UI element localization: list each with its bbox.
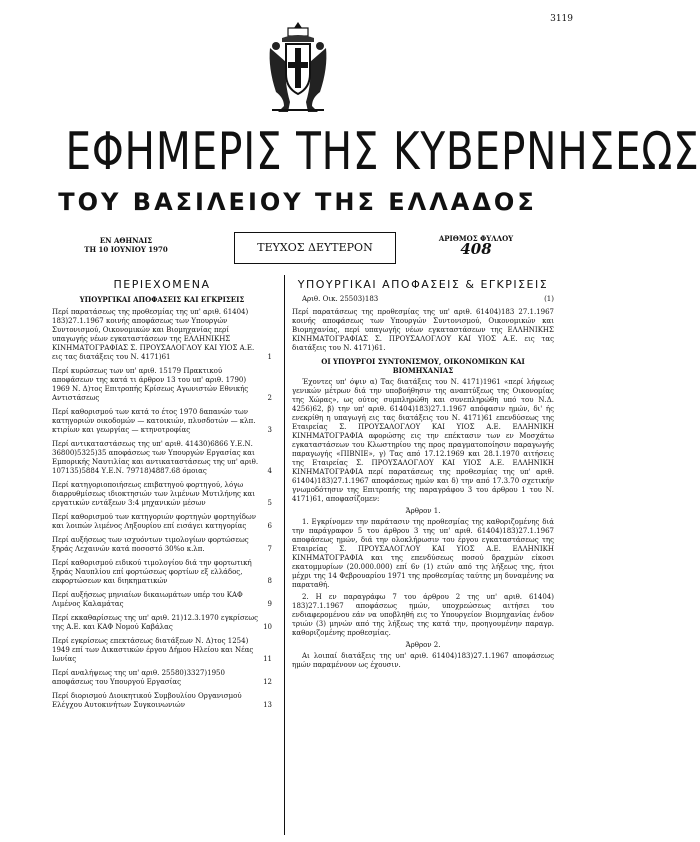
contents-item (52, 481, 272, 508)
contents-item (52, 614, 272, 632)
article-2-title: Άρθρον 2. (405, 641, 441, 649)
volume-box: ΤΕΥΧΟΣ ΔΕΥΤΕΡΟΝ (234, 232, 396, 264)
decision-preamble: Έχοντες υπ' όψιν α) Τας διατάξεις του Ν. 4171)1961 «περί λήψεως γενικών μέτρων διά την υποβοήθησιν της αναπτύξεως της Οικονομίας της Χώρας», ως ούτος συμπληρώθη και συνεπληρώθη υπό του Ν.Δ. 4256)62, β) την υπ' αριθ. 61404)183)27.1.1967 απόφασιν ημών, δι' ής ενεκρίθη η υπαγωγή εις τας διατάξεις του Ν. 4171)61 επενδύσεως της Εταιρείας Σ. ΠΡΟΥΣΑΛΟΓΛΟΥ ΚΑΙ ΥΙΟΣ Α.Ε. ΕΛΛΗΝΙΚΗ ΚΙΝΗΜΑΤΟΓΡΑΦΙΑ αφορώσης εις την επέκτασιν των εν Μοσχάτω εγκαταστάσεων του Κλωστηρίου της προς πραγματοποίησιν παραγωγής παραγωγής «ΠΙΒΝΙΕ», γ) Τας από 17.12.1969 και 28.1.1970 αιτήσεις της Εταιρείας Σ. ΠΡΟΥΣΑΛΟΓΛΟΥ ΚΑΙ ΥΙΟΣ Α.Ε. ΕΛΛΗΝΙΚΗ ΚΙΝΗΜΑΤΟΓΡΑΦΙΑ περί παρατάσεως της προθεσμίας της υπ' αριθ. 61404)183)27.1.1967 αποφάσεως ημών και δ) την από 17.3.70 σχετικήν γνωμοδότησιν της Επιτροπής της παραγράφου 3 του άρθρου 1 του Ν. 4171)61, αποφασίζομεν: (292, 378, 554, 503)
contents-item-text: Περί αυξήσεως μηνιαίων δικαιωμάτων υπέρ του ΚΑΦ Λιμένος Καλαμάτας (52, 591, 243, 608)
contents-column (52, 280, 272, 715)
act-index: (1) (544, 295, 554, 303)
issue-label: ΑΡΙΘΜΟΣ ΦΥΛΛΟΥ (438, 234, 514, 243)
contents-item-text: Περί εγκρίσεως επεκτάσεως διατάξεων Ν. Δ)τος 1254) 1949 επί των Δικαστικών έργου Δήμου Ηλείου και Νέας Ιωνίας (52, 637, 254, 663)
issue-info (38, 232, 556, 272)
contents-item-text: Περί κυρώσεως των υπ' αριθ. 15179 Πρακτικού αποφάσεων της κατά τι άρθρον 13 του υπ' αριθ. 1790) 1969 Ν. Δ)τος Επιτροπής Κρίσεως Αγωνιστών Εθνικής Αντιστάσεως (52, 367, 249, 402)
royal-coat-of-arms-icon (262, 18, 334, 116)
contents-item-page: 3 (267, 426, 272, 434)
city: ΕΝ ΑΘΗΝΑΙΣ (99, 236, 153, 245)
contents-item (52, 440, 272, 476)
contents-item-text: Περί διορισμού Διοικητικού Συμβουλίου Οργανισμού Ελέγχου Αυτοκινήτων Συγκοινωνιών (52, 692, 242, 709)
decision-heading: ΥΠΟΥΡΓΙΚΑΙ ΑΠΟΦΑΣΕΙΣ & ΕΓΚΡΙΣΕΙΣ (297, 278, 549, 291)
contents-item-page: 1 (267, 353, 272, 361)
gazette-subtitle: ΤΟΥ ΒΑΣΙΛΕΙΟΥ ΤΗΣ ΕΛΛΑΔΟΣ (58, 188, 537, 216)
decision-intro: Περί παρατάσεως της προθεσμίας της υπ' αριθ. 61404)183 27.1.1967 κοινής αποφάσεως των Υπουργών Συντονισμού, Οικονομικών και Βιομηχανίας, περί υπαγωγής νέων εγκαταστάσεων της ΕΛΛΗΝΙΚΗΣ ΚΙΝΗΜΑΤΟΓΡΑΦΙΑΣ Σ. ΠΡΟΥΣΑΛΟΓΛΟΥ ΚΑΙ ΥΙΟΣ Α.Ε. εις τας διατάξεις του Ν. 4171)61. (292, 308, 554, 352)
contents-item-page: 9 (267, 600, 272, 608)
issue-date: ΤΗ 10 ΙΟΥΝΙΟΥ 1970 (84, 245, 168, 254)
contents-item-page: 10 (263, 623, 272, 631)
article-1-paragraph-2: 2. Η εν παραγράφω 7 του άρθρου 2 της υπ' αριθ. 61404) 183)27.1.1967 αποφάσεως ημών, υποχρεώσεως αιτήσει του ενδιαφερομένου εάν να υποβληθή εις το Υπουργείον Βιομηχανίας ένδον τριών (3) μηνών από της λήξεως της κατά την, προηγουμένην παραγρ. καθοριζομένης προθεσμίας. (292, 593, 554, 637)
decision-column (292, 280, 554, 673)
contents-item (52, 513, 272, 531)
contents-item-text: Περί αναλήψεως της υπ' αριθ. 25580)3327)1950 αποφάσεως του Υπουργού Εργασίας (52, 669, 225, 686)
contents-item (52, 367, 272, 403)
act-number: Αριθ. Οικ. 25503)183 (302, 295, 379, 303)
contents-item-text: Περί κατηγοριοποιήσεως επιβατηγού φορτηγού, λόγω διαρρυθμίσεως ιδιοκτησιών των λιμένων Μυτιλήνης και εργατικών εντάξεων 3:4 μηχανικών μέσων (52, 481, 255, 507)
contents-item-text: Περί αντικαταστάσεως της υπ' αριθ. 41430)6866 Υ.Ε.Ν. 36800)5325)35 αποφάσεως των Υπουργών Εργασίας και Εμπορικής Ναυτιλίας και αντικαταστάσεως της υπ' αριθ. 107135)5884 Υ.Ε.Ν. 79718)4887.68 όμοιας (52, 440, 259, 475)
contents-item-page: 6 (267, 522, 272, 530)
contents-item-page: 13 (263, 701, 272, 709)
contents-item (52, 637, 272, 664)
contents-item-page: 11 (263, 655, 272, 663)
issue-number-block (416, 234, 536, 258)
contents-section-heading: ΥΠΟΥΡΓΙΚΑΙ ΑΠΟΦΑΣΕΙΣ ΚΑΙ ΕΓΚΡΙΣΕΙΣ (79, 295, 245, 304)
contents-item (52, 536, 272, 554)
contents-item-page: 2 (267, 394, 272, 402)
page-number: 3119 (550, 14, 573, 24)
contents-item (52, 692, 272, 710)
contents-list (52, 308, 272, 710)
contents-item-page: 5 (267, 499, 272, 507)
article-2-paragraph-1: Αι λοιπαί διατάξεις της υπ' αριθ. 61404)183)27.1.1967 αποφάσεως ημών παραμένουν ως έχουσιν. (292, 652, 554, 669)
contents-item-text: Περί παρατάσεως της προθεσμίας της υπ' αριθ. 61404) 183)27.1.1967 κοινής αποφάσεως των Υπουργών Συντονισμού, Οικονομικών και Βιομηχανίας περί υπαγωγής νέων εγκαταστάσεων της ΕΛΛΗΝΙΚΗΣ ΚΙΝΗΜΑΤΟΓΡΑΦΙΑΣ Σ. ΠΡΟΥΣΑΛΟΓΛΟΥ ΚΑΙ ΥΙΟΣ Α.Ε. εις τας διατάξεις του Ν. 4171)61 (52, 308, 255, 361)
place-date (56, 236, 196, 254)
act-number-row (292, 295, 554, 304)
contents-item-text: Περί αυξήσεως των ισχυόντων τιμολογίων φορτώσεως ξηράς Λεχαινών κατά ποσοστό 30%ο κ.λπ. (52, 536, 249, 553)
contents-item-page: 7 (267, 545, 272, 553)
gazette-title: ΕΦΗΜΕΡΙΣ ΤΗΣ ΚΥΒΕΡΝΗΣΕΩΣ (65, 122, 700, 182)
article-1-paragraph-1: 1. Εγκρίνομεν την παράτασιν της προθεσμίας της καθοριζομένης διά την παράγραφον 5 του άρθρου 3 της υπ' αριθ. 61404)183)27.1.1967 αποφάσεως ημών, διά την ολοκλήρωσιν του έργου εγκαταστάσεως της Εταιρείας Σ. ΠΡΟΥΣΑΛΟΓΛΟΥ ΚΑΙ ΥΙΟΣ Α.Ε. ΕΛΛΗΝΙΚΗ ΚΙΝΗΜΑΤΟΓΡΑΦΙΑ και της επενδύσεως ποσού δραχμών είκοσι εκατομμυρίων (20.000.000) επί 6ν (1) ετών από της λήξεως της, ήτοι μέχρι της 14 Φεβρουαρίου 1971 της προθεσμίας ταύτης μη δυναμένης να παραταθή. (292, 518, 554, 589)
article-1-title: Άρθρον 1. (405, 507, 441, 515)
contents-item (52, 559, 272, 586)
contents-item-text: Περί εκκαθαρίσεως της υπ' αριθ. 21)12.3.1970 εγκρίσεως της Α.Ε. και ΚΑΦ Νομού Καβάλας (52, 614, 259, 631)
contents-item (52, 308, 272, 362)
contents-item-text: Περί καθορισμού των κατά το έτος 1970 δαπανών των κατηγοριών οικοδομών — κατοικιών, πλυσδοτών — κλπ. κτιρίων και γεωργίας — κτηνοτροφίας (52, 408, 256, 434)
contents-item-page: 8 (267, 577, 272, 585)
contents-item (52, 408, 272, 435)
contents-item-text: Περί καθορισμού των κατηγοριών φορτηγών φορτηγίδων και λοιπών λιμένος Ληξουρίου επί εισάγει κατηγορίας (52, 513, 256, 530)
contents-item-page: 4 (267, 467, 272, 475)
issue-number: 408 (460, 240, 492, 258)
column-divider (284, 275, 285, 835)
contents-item (52, 669, 272, 687)
contents-item-text: Περί καθορισμού ειδικού τιμολογίου διά την φορτωτική ξηράς Ναυπλίου επί φορτώσεως φορτίων εξ ελλάδος, εκφορτώσεων και διηκηματικών (52, 559, 252, 585)
contents-item-page: 12 (263, 678, 272, 686)
contents-heading: ΠΕΡΙΕΧΟΜΕΝΑ (113, 278, 211, 291)
ministers-heading: ΟΙ ΥΠΟΥΡΓΟΙ ΣΥΝΤΟΝΙΣΜΟΥ, ΟΙΚΟΝΟΜΙΚΩΝ ΚΑΙ ΒΙΟΜΗΧΑΝΙΑΣ (321, 357, 525, 375)
contents-item (52, 591, 272, 609)
